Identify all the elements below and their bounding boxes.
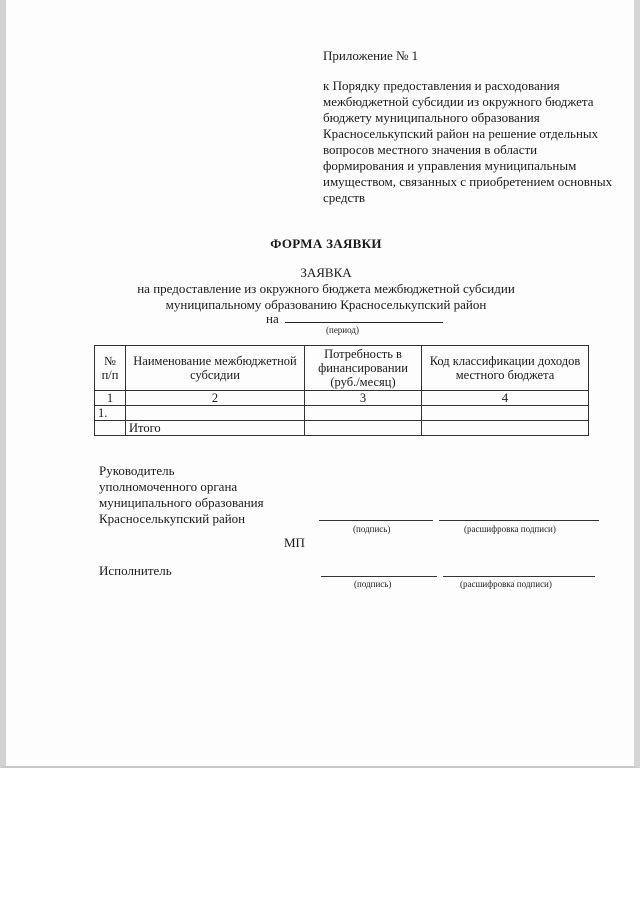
table-cell: [305, 421, 422, 436]
total-label: Итого: [126, 421, 305, 436]
table-numbering-row: [95, 391, 589, 406]
application-heading: [6, 265, 640, 313]
executor-label: Исполнитель: [99, 563, 172, 578]
table-row: [95, 406, 589, 421]
application-line-2: муниципальному образованию Красноселькупский район: [165, 297, 487, 312]
header-funding-need: Потребность в финансировании (руб./месяц): [305, 346, 422, 391]
period-prefix: на: [266, 311, 279, 326]
executor-decode-line: [443, 576, 595, 577]
table-cell: [126, 406, 305, 421]
subsidy-table: [94, 345, 589, 436]
executor-signature-line: [321, 576, 437, 577]
period-blank-line: [285, 312, 443, 323]
table-header-row: [95, 346, 589, 391]
header-number: № п/п: [95, 346, 126, 391]
table-total-row: [95, 421, 589, 436]
head-signature-line: [319, 520, 433, 521]
table-cell: 1.: [95, 406, 126, 421]
table-cell: 1: [95, 391, 126, 406]
table-cell: [95, 421, 126, 436]
table-cell: 4: [422, 391, 589, 406]
head-line-4: Красноселькупский район: [99, 511, 246, 526]
head-line-1: Руководитель: [99, 463, 175, 478]
header-classification-code: Код классификации доходов местного бюджета: [422, 346, 589, 391]
head-signature-caption: (подпись): [353, 524, 391, 534]
table-cell: 2: [126, 391, 305, 406]
head-signature-label: [99, 463, 264, 527]
form-title: ФОРМА ЗАЯВКИ: [270, 236, 382, 251]
executor-signature-caption: (подпись): [354, 579, 392, 589]
head-line-2: уполномоченного органа: [99, 479, 238, 494]
head-decode-line: [439, 520, 599, 521]
table-cell: [422, 421, 589, 436]
table-cell: [422, 406, 589, 421]
header-subsidy-name: Наименование межбюджетной субсидии: [126, 346, 305, 391]
head-decode-caption: (расшифровка подписи): [464, 524, 556, 534]
period-caption: (период): [326, 325, 359, 335]
application-line-1: на предоставление из окружного бюджета межбюджетной субсидии: [137, 281, 515, 296]
appendix-block: [323, 48, 613, 206]
executor-decode-caption: (расшифровка подписи): [460, 579, 552, 589]
application-title: ЗАЯВКА: [300, 265, 352, 280]
head-line-3: муниципального образования: [99, 495, 264, 510]
table-cell: 3: [305, 391, 422, 406]
stamp-place-label: МП: [284, 535, 305, 550]
appendix-number: Приложение № 1: [323, 48, 419, 63]
table-cell: [305, 406, 422, 421]
appendix-basis: к Порядку предоставления и расходования межбюджетной субсидии из окружного бюджета бюджету муниципального образования Красноселькупский район на решение отдельных вопросов местного значения в области формирования и управления муниципальным имуществом, связанных с приобретением основных средств: [323, 78, 613, 205]
